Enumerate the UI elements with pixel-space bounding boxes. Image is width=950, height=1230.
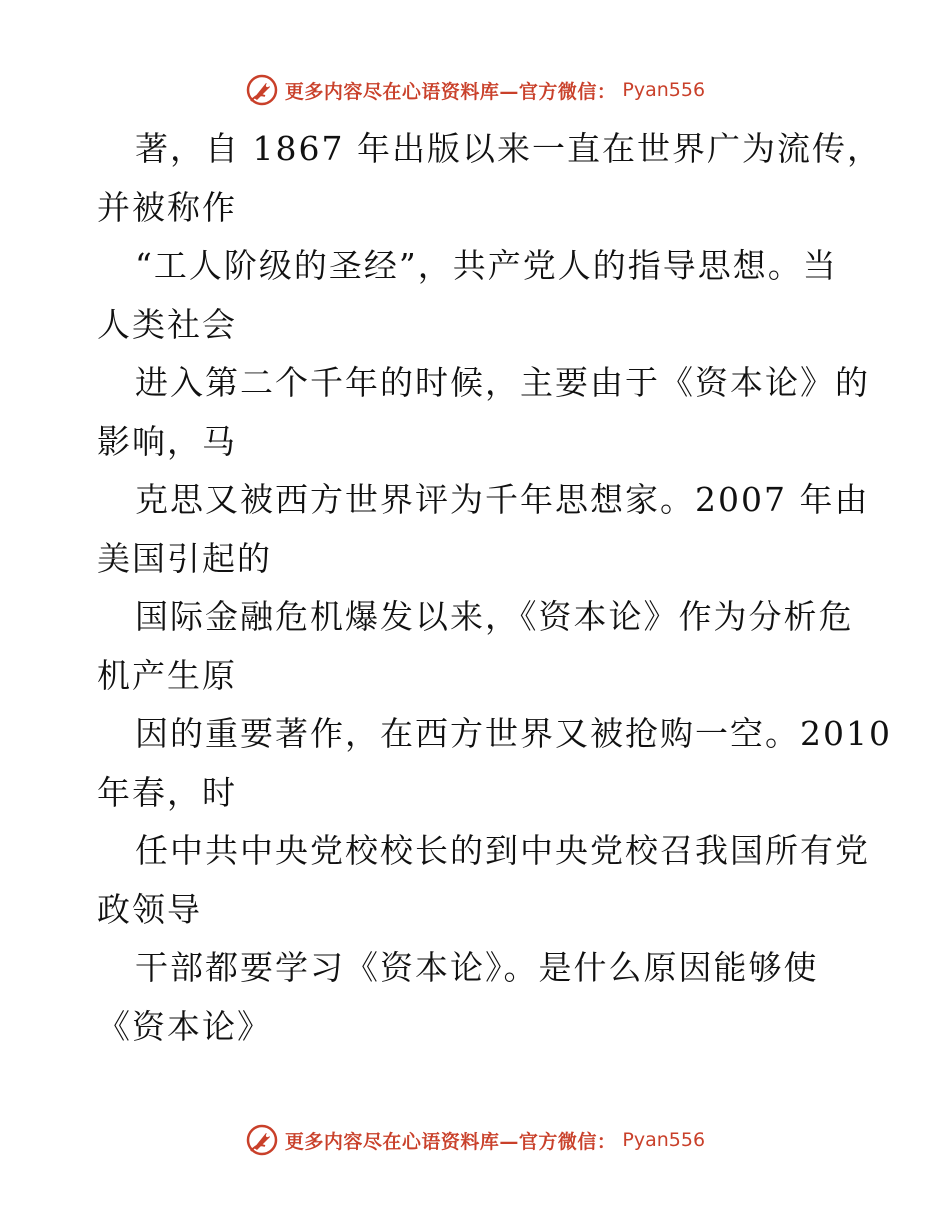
- body-line: 并被称作: [97, 187, 237, 227]
- header-banner-text: 更多内容尽在心语资料库—官方微信：: [284, 80, 617, 103]
- body-line: 干部都要学习《资本论》。是什么原因能够使: [135, 948, 819, 987]
- pen-nib-logo-icon: [245, 73, 279, 107]
- body-line: 进入第二个千年的时候，主要由于《资本论》的: [135, 363, 870, 402]
- body-line: 任中共中央党校校长的到中央党校召我国所有党: [135, 831, 870, 870]
- body-line: 政领导: [97, 889, 202, 929]
- footer-banner: [0, 1120, 950, 1160]
- body-line: 国际金融危机爆发以来，《资本论》作为分析危: [135, 597, 854, 636]
- body-line: 克思又被西方世界评为千年思想家。2007 年由: [135, 480, 870, 519]
- body-line: 《资本论》: [97, 1006, 272, 1046]
- footer-banner-text: 更多内容尽在心语资料库—官方微信：: [284, 1130, 617, 1153]
- body-line: 因的重要著作，在西方世界又被抢购一空。2010: [135, 714, 892, 753]
- body-line: 影响，马: [97, 421, 237, 461]
- footer-wechat-id: Pyan556: [622, 1129, 706, 1151]
- header-banner: [0, 70, 950, 110]
- body-line: 人类社会: [97, 304, 237, 344]
- body-line: “工人阶级的圣经”，共产党人的指导思想。当: [135, 246, 838, 285]
- footer-banner-inner: [245, 1123, 705, 1157]
- pen-nib-logo-icon: [245, 1123, 279, 1157]
- body-line: 机产生原: [97, 655, 237, 695]
- document-body: [97, 120, 892, 1056]
- header-banner-inner: [245, 73, 705, 107]
- body-line: 美国引起的: [97, 538, 272, 578]
- body-line: 著，自 1867 年出版以来一直在世界广为流传，: [135, 129, 882, 168]
- header-wechat-id: Pyan556: [622, 79, 706, 101]
- body-line: 年春，时: [97, 772, 237, 812]
